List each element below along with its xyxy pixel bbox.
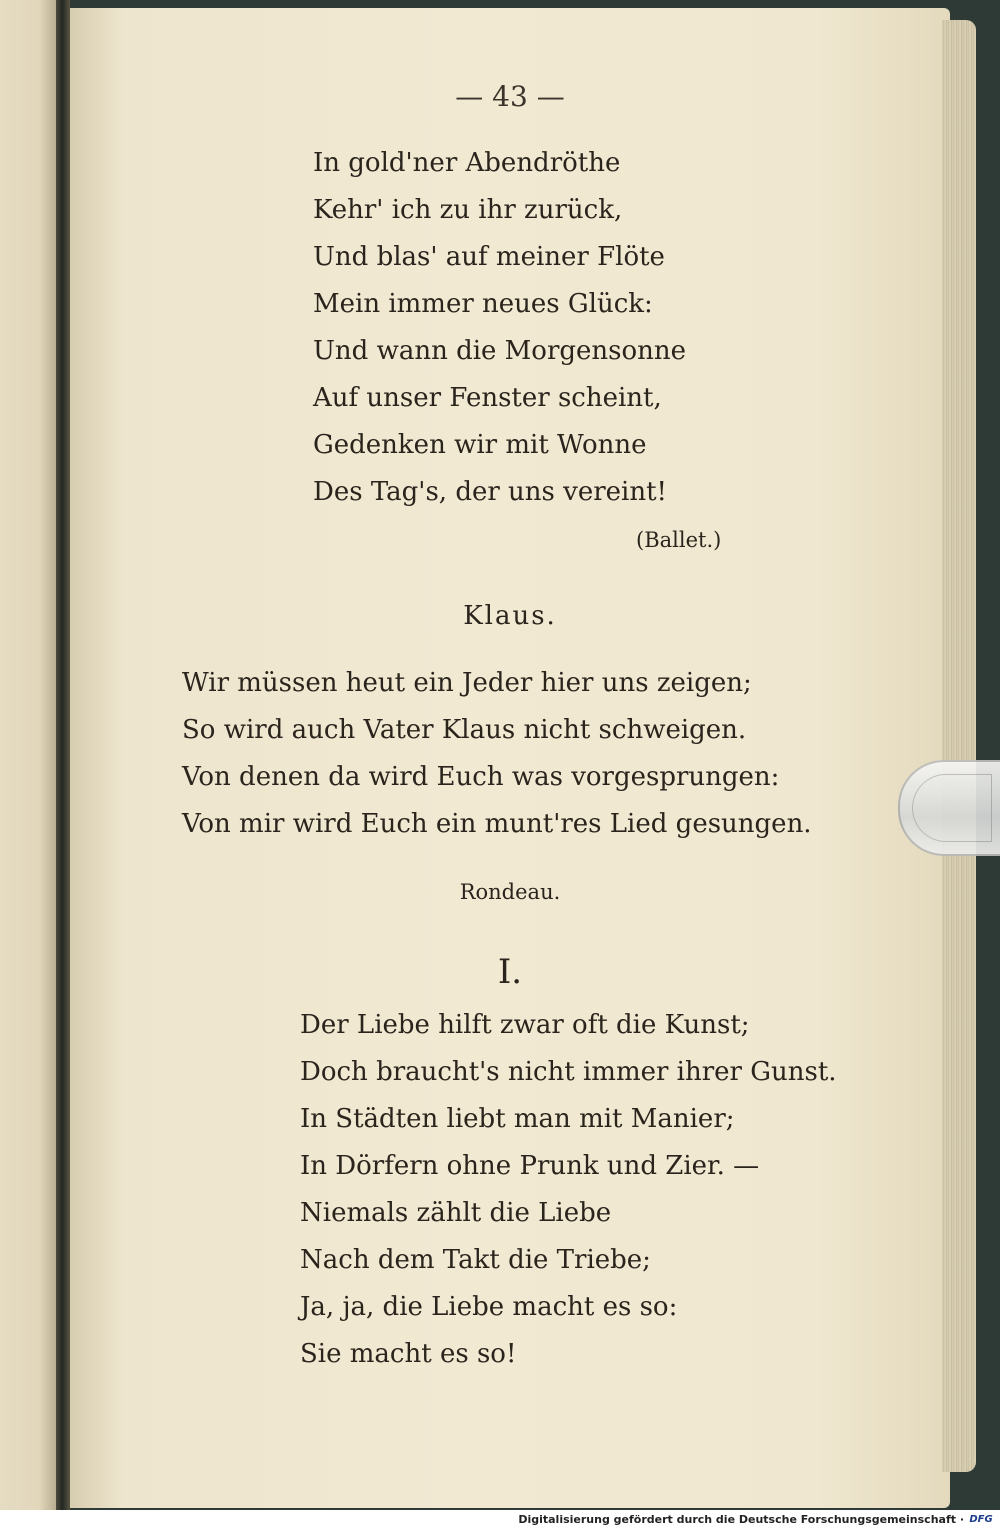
page-number: — 43 — [455,80,565,113]
verse-line: Des Tag's, der uns vereint! [313,477,667,507]
stanza-numeral: I. [497,952,523,992]
verse-line: Sie macht es so! [300,1339,517,1369]
page-clip-inner [912,774,992,842]
verse-line: Ja, ja, die Liebe macht es so: [300,1292,678,1322]
verse-line: Kehr' ich zu ihr zurück, [313,195,623,225]
speaker-name: Klaus. [463,601,557,631]
speech-line: Wir müssen heut ein Jeder hier uns zeigen; [182,668,752,698]
page-clip [898,760,1000,856]
verse-block-2 [300,1002,837,1378]
verse-line: Auf unser Fenster scheint, [313,383,662,413]
speech-line: Von mir wird Euch ein munt'res Lied gesungen. [182,809,812,839]
left-page-edge [0,0,56,1510]
page-edges [942,20,976,1472]
speech-line: So wird auch Vater Klaus nicht schweigen. [182,715,747,745]
verse-line: In gold'ner Abendröthe [313,148,621,178]
verse-line: Doch braucht's nicht immer ihrer Gunst. [300,1057,837,1087]
verse-block-1 [313,140,686,516]
speech-line: Von denen da wird Euch was vorgesprungen: [182,762,780,792]
verse-line: Und wann die Morgensonne [313,336,687,366]
dfg-logo-icon: DFG [969,1514,993,1525]
book-page [70,8,950,1508]
verse-line: Und blas' auf meiner Flöte [313,242,665,272]
verse-line: Gedenken wir mit Wonne [313,430,647,460]
speech-block [182,660,812,848]
form-title: Rondeau. [459,880,561,904]
verse-line: Mein immer neues Glück: [313,289,653,319]
stage-direction: (Ballet.) [636,528,722,552]
verse-line: In Dörfern ohne Prunk und Zier. — [300,1151,760,1181]
verse-line: In Städten liebt man mit Manier; [300,1104,735,1134]
verse-line: Der Liebe hilft zwar oft die Kunst; [300,1010,750,1040]
verse-line: Nach dem Takt die Triebe; [300,1245,651,1275]
funding-notice: Digitalisierung gefördert durch die Deutsche Forschungsgemeinschaft · [518,1513,964,1526]
verse-line: Niemals zählt die Liebe [300,1198,612,1228]
book-gutter [56,0,70,1510]
